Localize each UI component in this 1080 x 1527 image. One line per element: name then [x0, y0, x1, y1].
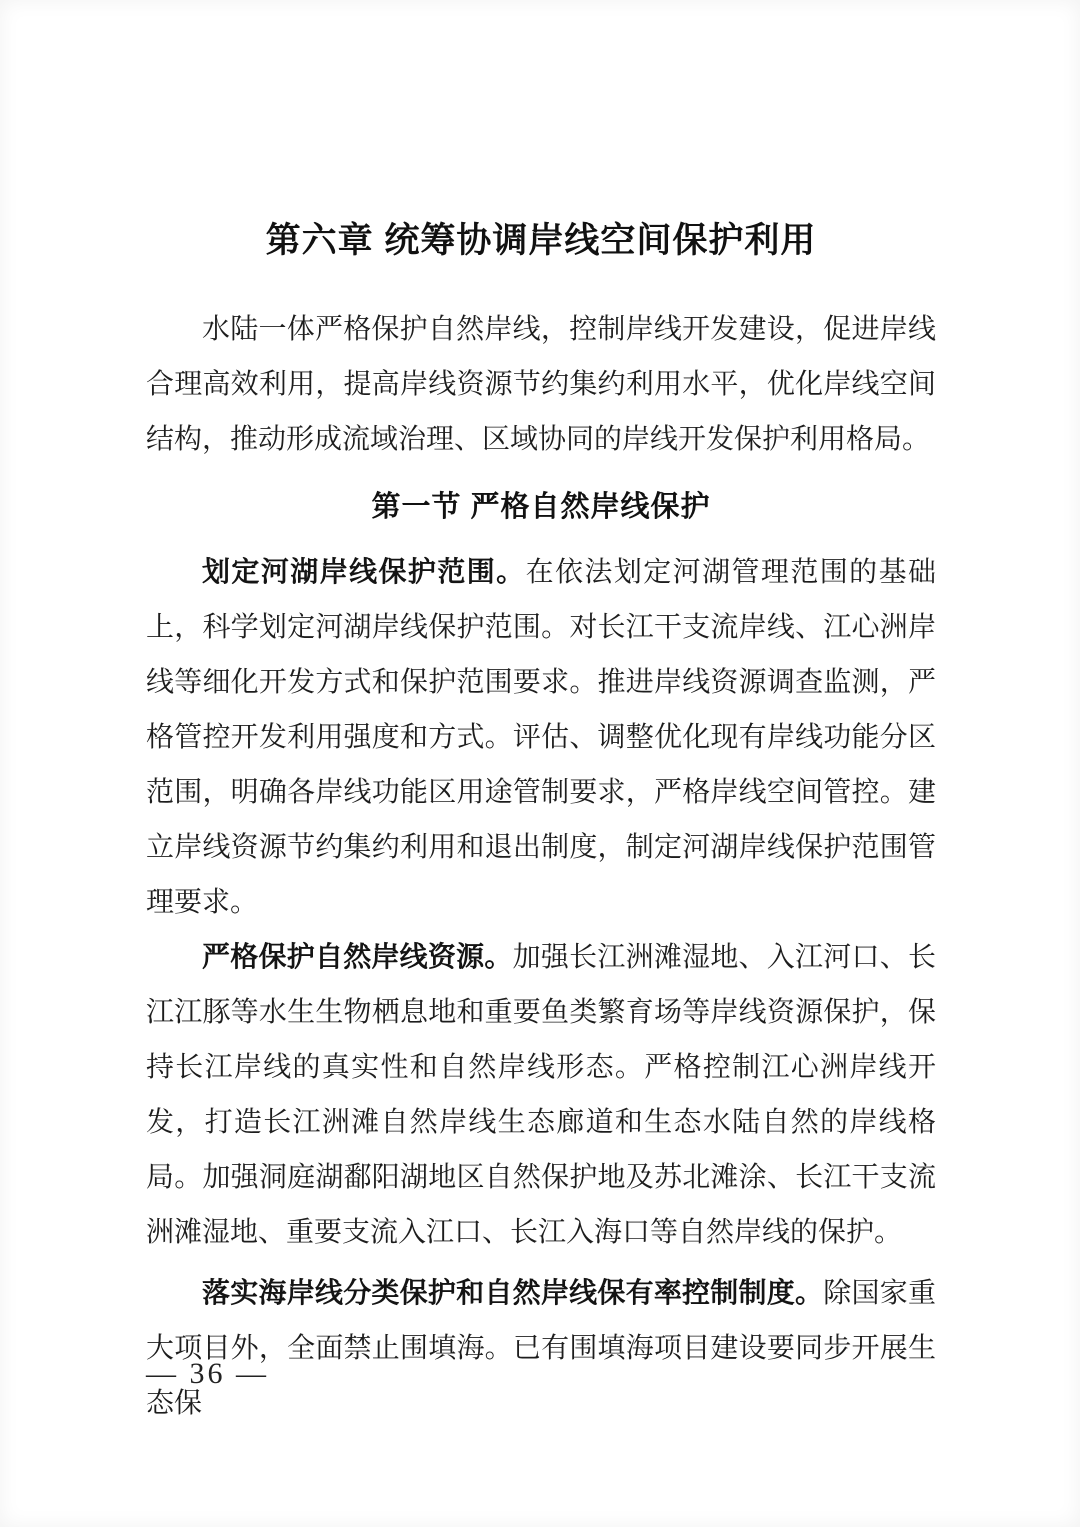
- paragraph-coastline-protection-text: 除国家重大项目外，全面禁止围填海。已有围填海项目建设要同步开展生态保: [146, 1278, 936, 1419]
- section-title: 第一节 严格自然岸线保护: [371, 491, 711, 523]
- paragraph-coastline-protection: [146, 1266, 936, 1431]
- paragraph-river-lake-shoreline-text: 在依法划定河湖管理范围的基础上，科学划定河湖岸线保护范围。对长江干支流岸线、江心洲岸线等细化开发方式和保护范围要求。推进岸线资源调查监测，严格管控开发利用强度和方式。评估、调整优化现有岸线功能分区范围，明确各岸线功能区用途管制要求，严格岸线空间管控。建立岸线资源节约集约利用和退出制度，制定河湖岸线保护范围管理要求。: [146, 557, 936, 918]
- paragraph-natural-shoreline-resources-lead: 严格保护自然岸线资源。: [202, 942, 513, 973]
- paragraph-natural-shoreline-resources: [146, 930, 936, 1260]
- chapter-title: 第六章 统筹协调岸线空间保护利用: [265, 221, 817, 260]
- page-number: — 36 —: [146, 1357, 269, 1390]
- paragraph-natural-shoreline-resources-text: 加强长江洲滩湿地、入江河口、长江江豚等水生生物栖息地和重要鱼类繁育场等岸线资源保护，保持长江岸线的真实性和自然岸线形态。严格控制江心洲岸线开发，打造长江洲滩自然岸线生态廊道和生态水陆自然的岸线格局。加强洞庭湖鄱阳湖地区自然保护地及苏北滩涂、长江干支流洲滩湿地、重要支流入江口、长江入海口等自然岸线的保护。: [146, 942, 936, 1248]
- paragraph-coastline-protection-lead: 落实海岸线分类保护和自然岸线保有率控制制度。: [202, 1278, 824, 1309]
- intro-paragraph: 水陆一体严格保护自然岸线，控制岸线开发建设，促进岸线合理高效利用，提高岸线资源节约集约利用水平，优化岸线空间结构，推动形成流域治理、区域协同的岸线开发保护利用格局。: [146, 314, 936, 455]
- paragraph-river-lake-shoreline-lead: 划定河湖岸线保护范围。: [202, 557, 526, 588]
- paragraph-river-lake-shoreline: [146, 545, 936, 930]
